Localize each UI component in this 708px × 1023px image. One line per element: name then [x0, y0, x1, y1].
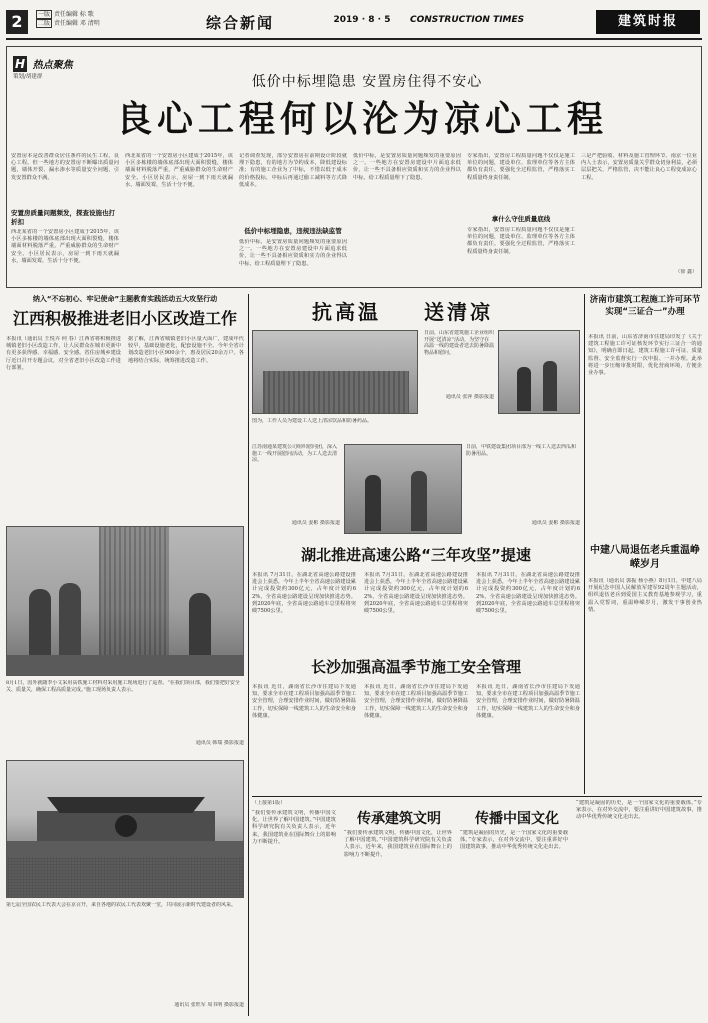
jiangxi-headline: 江西积极推进老旧小区改造工作 [12, 309, 237, 328]
changsha-body-1: 本报讯 近日，湖南省长沙市住建局下发通知，要求全市在建工程项目加强高温季节施工安全管理，合理安排作业时间，做好防暑降温工作，切实保障一线建筑工人的生命安全和身体健康。 [252, 684, 356, 719]
article-heat [252, 294, 580, 538]
jiangxi-body-2: 据了解，江西省城镇老旧小区量大面广，建成年代较早，基础设施老化，配套设施不全。今年全省计划改造老旧小区900余个，惠及居民20余万户。各地将结合实际，统筹推进改造工作。 [128, 336, 244, 364]
article-china8 [588, 544, 702, 794]
culture-headline-left: 传承建筑文明 [357, 811, 441, 827]
photo-tiananmen-credit: 通讯员 张旺军 周书明 摄影报道 [174, 1002, 244, 1008]
photo-heat-3 [344, 444, 462, 534]
hubei-body-3: 本报讯 7月31日，在湖北省高速公路建设推进会上获悉，今年上半年全省高速公路建设累计完成投资约300亿元，占年度计划的62%，全省高速公路建设呈现加快推进态势。到2020年底，全省高速公路通车总里程将突破7500公里。 [476, 572, 580, 615]
photo-rebar [6, 526, 244, 676]
culture-intro-label: （上接第1版） [252, 800, 286, 806]
hubei-body-1: 本报讯 7月31日，在湖北省高速公路建设推进会上获悉，今年上半年全省高速公路建设累计完成投资约300亿元，占年度计划的62%，全省高速公路建设呈现加快推进态势。到2020年底，全省高速公路通车总里程将突破7500公里。 [252, 572, 356, 615]
photo-tiananmen-block [6, 760, 244, 1020]
feature-subhead-2: 低价中标埋隐患，违规违法缺监管 [244, 227, 342, 235]
changsha-headline: 长沙加强高温季节施工安全管理 [310, 658, 521, 676]
jiangxi-body-1: 本报讯（通讯员 王悦卉 何 春）江西省将积极推进城镇老旧小区改造工作，让人民群众在城市更新中有更多获得感、幸福感、安全感。省住房城乡建设厅近日召开专题会议，对全省老旧小区改造工作进行部署。 [6, 336, 121, 371]
china8-body: 本报讯（通讯员 郭振 杨小燕）8月1日，中建八局开展纪念中国人民解放军建军92周年主题活动，组织退伍老兵到爱国主义教育基地参观学习，重温入党誓词，重温峥嵘岁月，激发干事创业热情。 [588, 578, 702, 613]
feature-col-5b: 专家指出，安置房工程质量问题不仅仅是施工单位的问题，建设单位、监理单位等各方主体都负有责任。要强化全过程监管，严格落实工程质量终身责任制。 [467, 227, 575, 255]
feature-headline: 良心工程何以沦为凉心工程 [115, 98, 608, 140]
section-title: 综合新闻 [205, 14, 274, 32]
heat-caption-top-right: 日前，山东省建筑施工企业组织开展“送清凉”活动，为坚守在高温一线的建设者送去防暑降温物品和慰问。 [424, 330, 494, 356]
jinan-body: 本报讯 日前，山东省济南市住建局印发了《关于建筑工程施工许可证核发环节实行三证合一的通知》，明确自即日起，建筑工程施工许可证、质量监督、安全监督实行一次申报、一并办理。此举将进一步压缩审批时限，优化营商环境，方便企业办事。 [588, 334, 702, 377]
badge-letter: H [14, 57, 26, 71]
article-changsha [252, 656, 580, 792]
feature-columns [11, 153, 697, 283]
culture-body-2: “建筑是凝固的历史，是一个国家文化的重要载体。”专家表示，在对外交流中，要注重讲好中国建筑故事，推动中华优秀传统文化走出去。 [460, 830, 568, 851]
feature-kicker: 低价中标埋隐患 安置房住得不安心 [251, 74, 483, 90]
photo-tiananmen [6, 760, 244, 898]
badge-label: 热点聚焦 [32, 60, 73, 71]
hubei-body-2: 本报讯 7月31日，在湖北省高速公路建设推进会上获悉，今年上半年全省高速公路建设累计完成投资约300亿元，占年度计划的62%，全省高速公路建设呈现加快推进态势。到2020年底，全省高速公路通车总里程将突破7500公里。 [364, 572, 468, 615]
hubei-headline: 湖北推进高速公路“三年攻坚”提速 [301, 546, 531, 564]
editor-line1-tag: 一版 [38, 11, 51, 18]
feature-editor: 策划/胡建群 [13, 74, 43, 80]
editor-line1: 责任编辑 标 歌 [53, 11, 94, 18]
photo-heat-1 [252, 330, 418, 414]
photo-rebar-block [6, 526, 244, 754]
feature-col-1b: 西北某省的一个安置房小区建成于2015年，该小区多栋楼的墙体底部出现大面积裂缝，楼体墙面材料脱落严重，严重威胁群众的生命财产安全。小区居民表示，房屋一到下雨天就漏水，墙面发霉，生活十分不便。 [11, 229, 119, 264]
jiangxi-kicker: 纳入“不忘初心、牢记使命”主题教育实践活动五大攻坚行动 [32, 295, 218, 303]
article-jinan [588, 294, 702, 538]
photo-rebar-caption: 8月1日，国外就随李小文采用高铁施工材料对采用施工现场进行了巡查。“在我们项目部，我们要把好安全关、质量关，确保工程高质量完成。”施工现场负责人表示。 [6, 680, 240, 693]
feature-byline: （徐 鑫） [675, 269, 697, 275]
heat-headline-left: 抗高温 [312, 300, 381, 324]
feature-col-5: 专家指出，安置房工程质量问题不仅仅是施工单位的问题，建设单位、监理单位等各方主体都负有责任。要强化全过程监管，严格落实工程质量终身责任制。 [467, 153, 575, 181]
heat-headline-right: 送清凉 [424, 300, 493, 324]
paper-name-en: CONSTRUCTION TIMES [410, 15, 525, 25]
feature-col-2: 西北某省的一个安置房小区建成于2015年，该小区多栋楼的墙体底部出现大面积裂缝，楼体墙面材料脱落严重，严重威胁群众的生命财产安全。小区居民表示，房屋一到下雨天就漏水，墙面发霉，生活十分不便。 [125, 153, 233, 188]
feature-col-1: 安置房本是改善群众居住条件的民生工程，良心工程。但一些地方的安置房不断曝出质量问题，墙体开裂、漏水渗水等质量安全问题，引发安置群众不满。 [11, 153, 119, 181]
feature-col-3: 记者调查发现，部分安置房在前期设计阶段就埋下隐患，有的地方为节约成本，降低建设标准；有的施工企业为了中标，不惜以低于成本的价格投标，中标后再通过偷工减料等方式降低成本。 [239, 153, 347, 188]
heat-credit-2: 通讯员 姜彬 摄影报道 [291, 520, 340, 526]
issue-date: 2019 · 8 · 5 [333, 15, 391, 25]
changsha-body-2: 本报讯 近日，湖南省长沙市住建局下发通知，要求全市在建工程项目加强高温季节施工安全管理，合理安排作业时间，做好防暑降温工作，切实保障一线建筑工人的生命安全和身体健康。 [364, 684, 468, 719]
article-hubei [252, 544, 580, 650]
heat-credit-3: 通讯员 姜彬 摄影报道 [531, 520, 580, 526]
editor-line2-tag: 二版 [38, 20, 51, 27]
feature-col-6: 三是严把验收、材料及施工管理环节。南京一位业内人士表示，安置房质量关乎群众切身利益，必须层层把关、严格监管，决不能让良心工程变成凉心工程。 [581, 153, 697, 181]
feature-col-3b: 低价中标，是安置房质量问题频发的重要原因之一。一些地方在安置房建设中片面追求低价，让一些不具备相应资质和实力的企业得以中标，给工程质量埋下了隐患。 [239, 239, 347, 267]
china8-headline: 中建八局退伍老兵重温峥嵘岁月 [590, 545, 700, 570]
feature-subhead-1: 安置房质量问题频发，探查设施也打折扣 [11, 209, 115, 226]
culture-body-1: “我们要传承建筑文明，传播中国文化，让世界了解中国建筑。”中国建筑科学研究院有关负责人表示，近年来，我国建筑业在国际舞台上的影响力不断提升。 [344, 830, 452, 858]
culture-headline-right: 传播中国文化 [475, 811, 559, 827]
photo-tiananmen-caption: 第七届全国农民工代表大会在京召开，来自各地的农民工代表欢聚一堂，共同展示新时代建设者的风采。 [6, 902, 237, 908]
changsha-body-3: 本报讯 近日，湖南省长沙市住建局下发通知，要求全市在建工程项目加强高温季节施工安全管理，合理安排作业时间，做好防暑降温工作，切实保障一线建筑工人的生命安全和身体健康。 [476, 684, 580, 719]
feature-subhead-3: 拿什么守住质量底线 [491, 215, 551, 223]
photo-rebar-credit: 通讯员 韩瑞 摄影报道 [195, 740, 244, 746]
photo-heat-2 [498, 330, 580, 414]
top-feature [6, 46, 702, 288]
paper-name-cn: 建筑时报 [596, 10, 700, 34]
jinan-headline: 济南市建筑工程施工许可环节实现“三证合一”办理 [589, 295, 701, 317]
column-badge [13, 53, 81, 71]
masthead [0, 0, 708, 46]
article-culture [252, 800, 702, 1018]
feature-col-4: 低价中标，是安置房质量问题频发的重要原因之一。一些地方在安置房建设中片面追求低价，让一些不具备相应资质和实力的企业得以中标，给工程质量埋下了隐患。 [353, 153, 461, 181]
editor-line2: 责任编辑 邓 清明 [53, 20, 100, 27]
page-number: 2 [6, 10, 28, 34]
heat-caption-bottom-left: 江苏南通某建筑公司组织慰问团，深入施工一线开展慰问活动，为工人送去清凉。 [252, 444, 338, 464]
article-jiangxi [6, 294, 244, 522]
heat-caption-bottom-right: 日前，中铁建设集团项目部为一线工人送去西瓜和防暑用品。 [466, 444, 577, 457]
heat-caption-top-left: 图为，工作人员为建设工人送上清凉饮品和防暑药品。 [252, 418, 373, 424]
editor-credits [36, 10, 146, 28]
heat-credit-1: 通讯员 张萍 摄影报道 [445, 394, 494, 400]
culture-body-3: “建筑是凝固的历史，是一个国家文化的重要载体。”专家表示，在对外交流中，要注重讲好中国建筑故事，推动中华优秀传统文化走出去。 [576, 800, 702, 821]
culture-body-lead: “我们要传承建筑文明，传播中国文化，让世界了解中国建筑。”中国建筑科学研究院有关负责人表示，近年来，我国建筑业在国际舞台上的影响力不断提升。 [252, 810, 336, 845]
